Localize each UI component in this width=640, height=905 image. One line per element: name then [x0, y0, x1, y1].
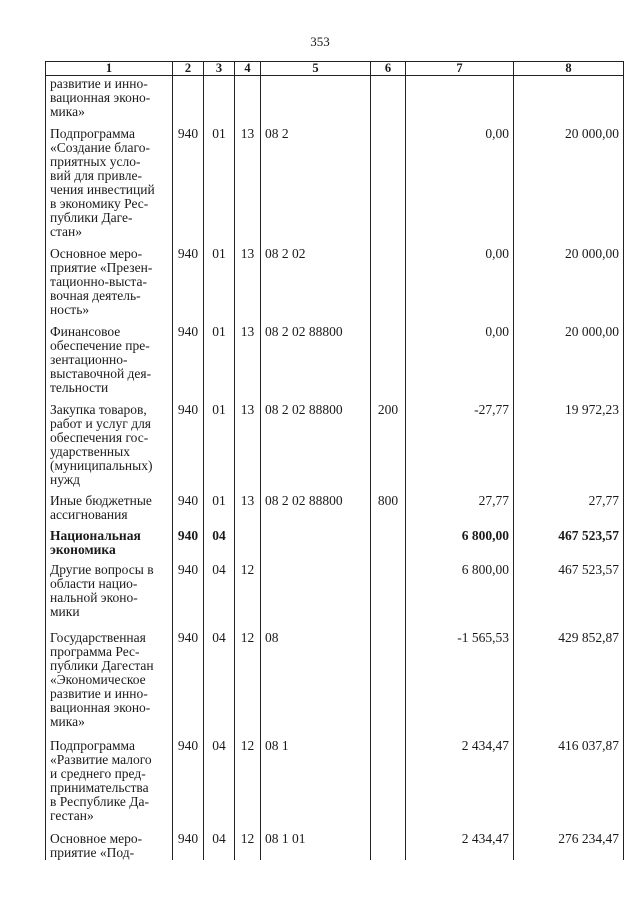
col-header: 1	[46, 62, 173, 76]
row-name-line: в Республике Да-	[50, 794, 149, 809]
header-row	[46, 62, 624, 76]
total-amount-cell: 20 000,00	[514, 127, 624, 247]
row-name-cell	[46, 76, 173, 128]
row-name-line: публики Дагестан	[50, 658, 154, 673]
section-code-cell: 01	[204, 403, 235, 494]
row-name-line: мика»	[50, 104, 85, 119]
change-amount-cell: 0,00	[406, 325, 514, 403]
total-amount-cell: 429 852,87	[514, 631, 624, 739]
ministry-code-cell: 940	[173, 325, 204, 403]
row-name-line: гестан»	[50, 808, 94, 823]
page-number: 353	[310, 34, 330, 49]
row-name-cell	[46, 247, 173, 325]
row-name-line: нужд	[50, 472, 80, 487]
row-name-line: экономика	[50, 542, 116, 557]
ministry-code-cell: 940	[173, 529, 204, 563]
section-code-cell: 04	[204, 631, 235, 739]
table-row	[46, 325, 624, 403]
row-name-line: программа Рес-	[50, 644, 140, 659]
subsection-code-cell: 13	[235, 403, 261, 494]
target-article-cell: 08 2 02 88800	[261, 494, 371, 529]
total-amount-cell: 467 523,57	[514, 529, 624, 563]
table-row	[46, 631, 624, 739]
row-name-cell	[46, 631, 173, 739]
row-name-cell	[46, 739, 173, 832]
table-row	[46, 247, 624, 325]
row-name-line: Государственная	[50, 630, 146, 645]
target-article-cell	[261, 529, 371, 563]
change-amount-cell: 27,77	[406, 494, 514, 529]
expense-type-cell	[371, 247, 406, 325]
row-name-cell	[46, 563, 173, 631]
row-name-cell	[46, 494, 173, 529]
row-name-line: ударственных	[50, 444, 130, 459]
row-name-line: обеспечение пре-	[50, 338, 150, 353]
row-name-line: мики	[50, 604, 80, 619]
row-name-line: чения инвестиций	[50, 182, 155, 197]
change-amount-cell: 2 434,47	[406, 832, 514, 860]
row-name-line: «Экономическое	[50, 672, 146, 687]
row-name-line: Другие вопросы в	[50, 562, 154, 577]
table-row	[46, 832, 624, 860]
row-name-line: «Развитие малого	[50, 752, 152, 767]
section-code-cell: 04	[204, 832, 235, 860]
row-name-line: работ и услуг для	[50, 416, 152, 431]
row-name-line: мика»	[50, 714, 85, 729]
table-row	[46, 563, 624, 631]
subsection-code-cell: 13	[235, 325, 261, 403]
change-amount-cell: 0,00	[406, 247, 514, 325]
target-article-cell: 08 2	[261, 127, 371, 247]
target-article-cell: 08	[261, 631, 371, 739]
row-name-line: вационная эконо-	[50, 90, 151, 105]
col-header: 6	[371, 62, 406, 76]
total-amount-cell: 19 972,23	[514, 403, 624, 494]
subsection-code-cell: 12	[235, 739, 261, 832]
expense-type-cell: 800	[371, 494, 406, 529]
row-name-line: Финансовое	[50, 324, 121, 339]
total-amount-cell: 20 000,00	[514, 325, 624, 403]
expense-type-cell	[371, 529, 406, 563]
expense-type-cell	[371, 325, 406, 403]
ministry-code-cell: 940	[173, 247, 204, 325]
row-name-cell	[46, 325, 173, 403]
col-header: 4	[235, 62, 261, 76]
target-article-cell: 08 2 02 88800	[261, 325, 371, 403]
row-name-line: ассигнования	[50, 507, 128, 522]
row-name-cell	[46, 832, 173, 860]
section-code-cell: 04	[204, 529, 235, 563]
ministry-code-cell	[173, 76, 204, 128]
table-row	[46, 739, 624, 832]
target-article-cell: 08 1	[261, 739, 371, 832]
row-name-line: и среднего пред-	[50, 766, 146, 781]
row-name-line: Основное меро-	[50, 246, 143, 261]
target-article-cell: 08 1 01	[261, 832, 371, 860]
ministry-code-cell: 940	[173, 403, 204, 494]
row-name-line: тационно-выста-	[50, 274, 147, 289]
total-amount-cell: 467 523,57	[514, 563, 624, 631]
ministry-code-cell: 940	[173, 494, 204, 529]
row-name-line: Иные бюджетные	[50, 493, 152, 508]
change-amount-cell	[406, 76, 514, 128]
ministry-code-cell: 940	[173, 739, 204, 832]
row-name-line: (муниципальных)	[50, 458, 153, 473]
row-name-line: выставочной дея-	[50, 366, 152, 381]
row-name-cell	[46, 127, 173, 247]
row-name-line: «Создание благо-	[50, 140, 150, 155]
change-amount-cell: 6 800,00	[406, 529, 514, 563]
subsection-code-cell: 13	[235, 494, 261, 529]
expense-type-cell	[371, 631, 406, 739]
section-code-cell: 01	[204, 127, 235, 247]
row-name-line: Закупка товаров,	[50, 402, 147, 417]
row-name-line: тельности	[50, 380, 109, 395]
row-name-line: Национальная	[50, 528, 141, 543]
total-amount-cell: 276 234,47	[514, 832, 624, 860]
row-name-line: вий для привле-	[50, 168, 143, 183]
table-row	[46, 127, 624, 247]
table-row	[46, 494, 624, 529]
target-article-cell	[261, 76, 371, 128]
col-header: 5	[261, 62, 371, 76]
target-article-cell	[261, 563, 371, 631]
expense-type-cell: 200	[371, 403, 406, 494]
section-code-cell: 04	[204, 563, 235, 631]
change-amount-cell: -27,77	[406, 403, 514, 494]
total-amount-cell	[514, 76, 624, 128]
row-name-line: публики Даге-	[50, 210, 133, 225]
row-name-line: развитие и инно-	[50, 76, 148, 91]
row-name-line: области нацио-	[50, 576, 138, 591]
table-row	[46, 76, 624, 128]
subsection-code-cell: 12	[235, 832, 261, 860]
row-name-line: приятных усло-	[50, 154, 141, 169]
section-code-cell: 01	[204, 325, 235, 403]
col-header: 7	[406, 62, 514, 76]
row-name-line: ность»	[50, 302, 90, 317]
expense-type-cell	[371, 76, 406, 128]
ministry-code-cell: 940	[173, 563, 204, 631]
expense-type-cell	[371, 832, 406, 860]
col-header: 3	[204, 62, 235, 76]
row-name-line: вационная эконо-	[50, 700, 151, 715]
row-name-line: Подпрограмма	[50, 738, 135, 753]
expense-type-cell	[371, 563, 406, 631]
ministry-code-cell: 940	[173, 832, 204, 860]
row-name-line: развитие и инно-	[50, 686, 148, 701]
ministry-code-cell: 940	[173, 631, 204, 739]
total-amount-cell: 416 037,87	[514, 739, 624, 832]
target-article-cell: 08 2 02	[261, 247, 371, 325]
section-code-cell: 01	[204, 247, 235, 325]
budget-table	[45, 61, 624, 860]
table-row	[46, 403, 624, 494]
row-name-line: приятие «Презен-	[50, 260, 153, 275]
expense-type-cell	[371, 739, 406, 832]
subsection-code-cell: 13	[235, 247, 261, 325]
section-code-cell: 01	[204, 494, 235, 529]
subsection-code-cell: 13	[235, 127, 261, 247]
target-article-cell: 08 2 02 88800	[261, 403, 371, 494]
section-code-cell	[204, 76, 235, 128]
row-name-line: в экономику Рес-	[50, 196, 149, 211]
row-name-cell	[46, 529, 173, 563]
total-amount-cell: 27,77	[514, 494, 624, 529]
subsection-code-cell	[235, 76, 261, 128]
change-amount-cell: 6 800,00	[406, 563, 514, 631]
subsection-code-cell: 12	[235, 563, 261, 631]
change-amount-cell: 0,00	[406, 127, 514, 247]
subsection-code-cell	[235, 529, 261, 563]
expense-type-cell	[371, 127, 406, 247]
total-amount-cell: 20 000,00	[514, 247, 624, 325]
col-header: 2	[173, 62, 204, 76]
col-header: 8	[514, 62, 624, 76]
row-name-line: Основное меро-	[50, 831, 143, 846]
table-row	[46, 529, 624, 563]
change-amount-cell: -1 565,53	[406, 631, 514, 739]
row-name-line: Подпрограмма	[50, 126, 135, 141]
row-name-line: принимательства	[50, 780, 149, 795]
row-name-line: зентационно-	[50, 352, 128, 367]
ministry-code-cell: 940	[173, 127, 204, 247]
row-name-line: обеспечения гос-	[50, 430, 149, 445]
change-amount-cell: 2 434,47	[406, 739, 514, 832]
row-name-line: стан»	[50, 224, 83, 239]
row-name-line: нальной эконо-	[50, 590, 138, 605]
row-name-line: вочная деятель-	[50, 288, 141, 303]
row-name-line: приятие «Под-	[50, 845, 135, 860]
section-code-cell: 04	[204, 739, 235, 832]
subsection-code-cell: 12	[235, 631, 261, 739]
row-name-cell	[46, 403, 173, 494]
